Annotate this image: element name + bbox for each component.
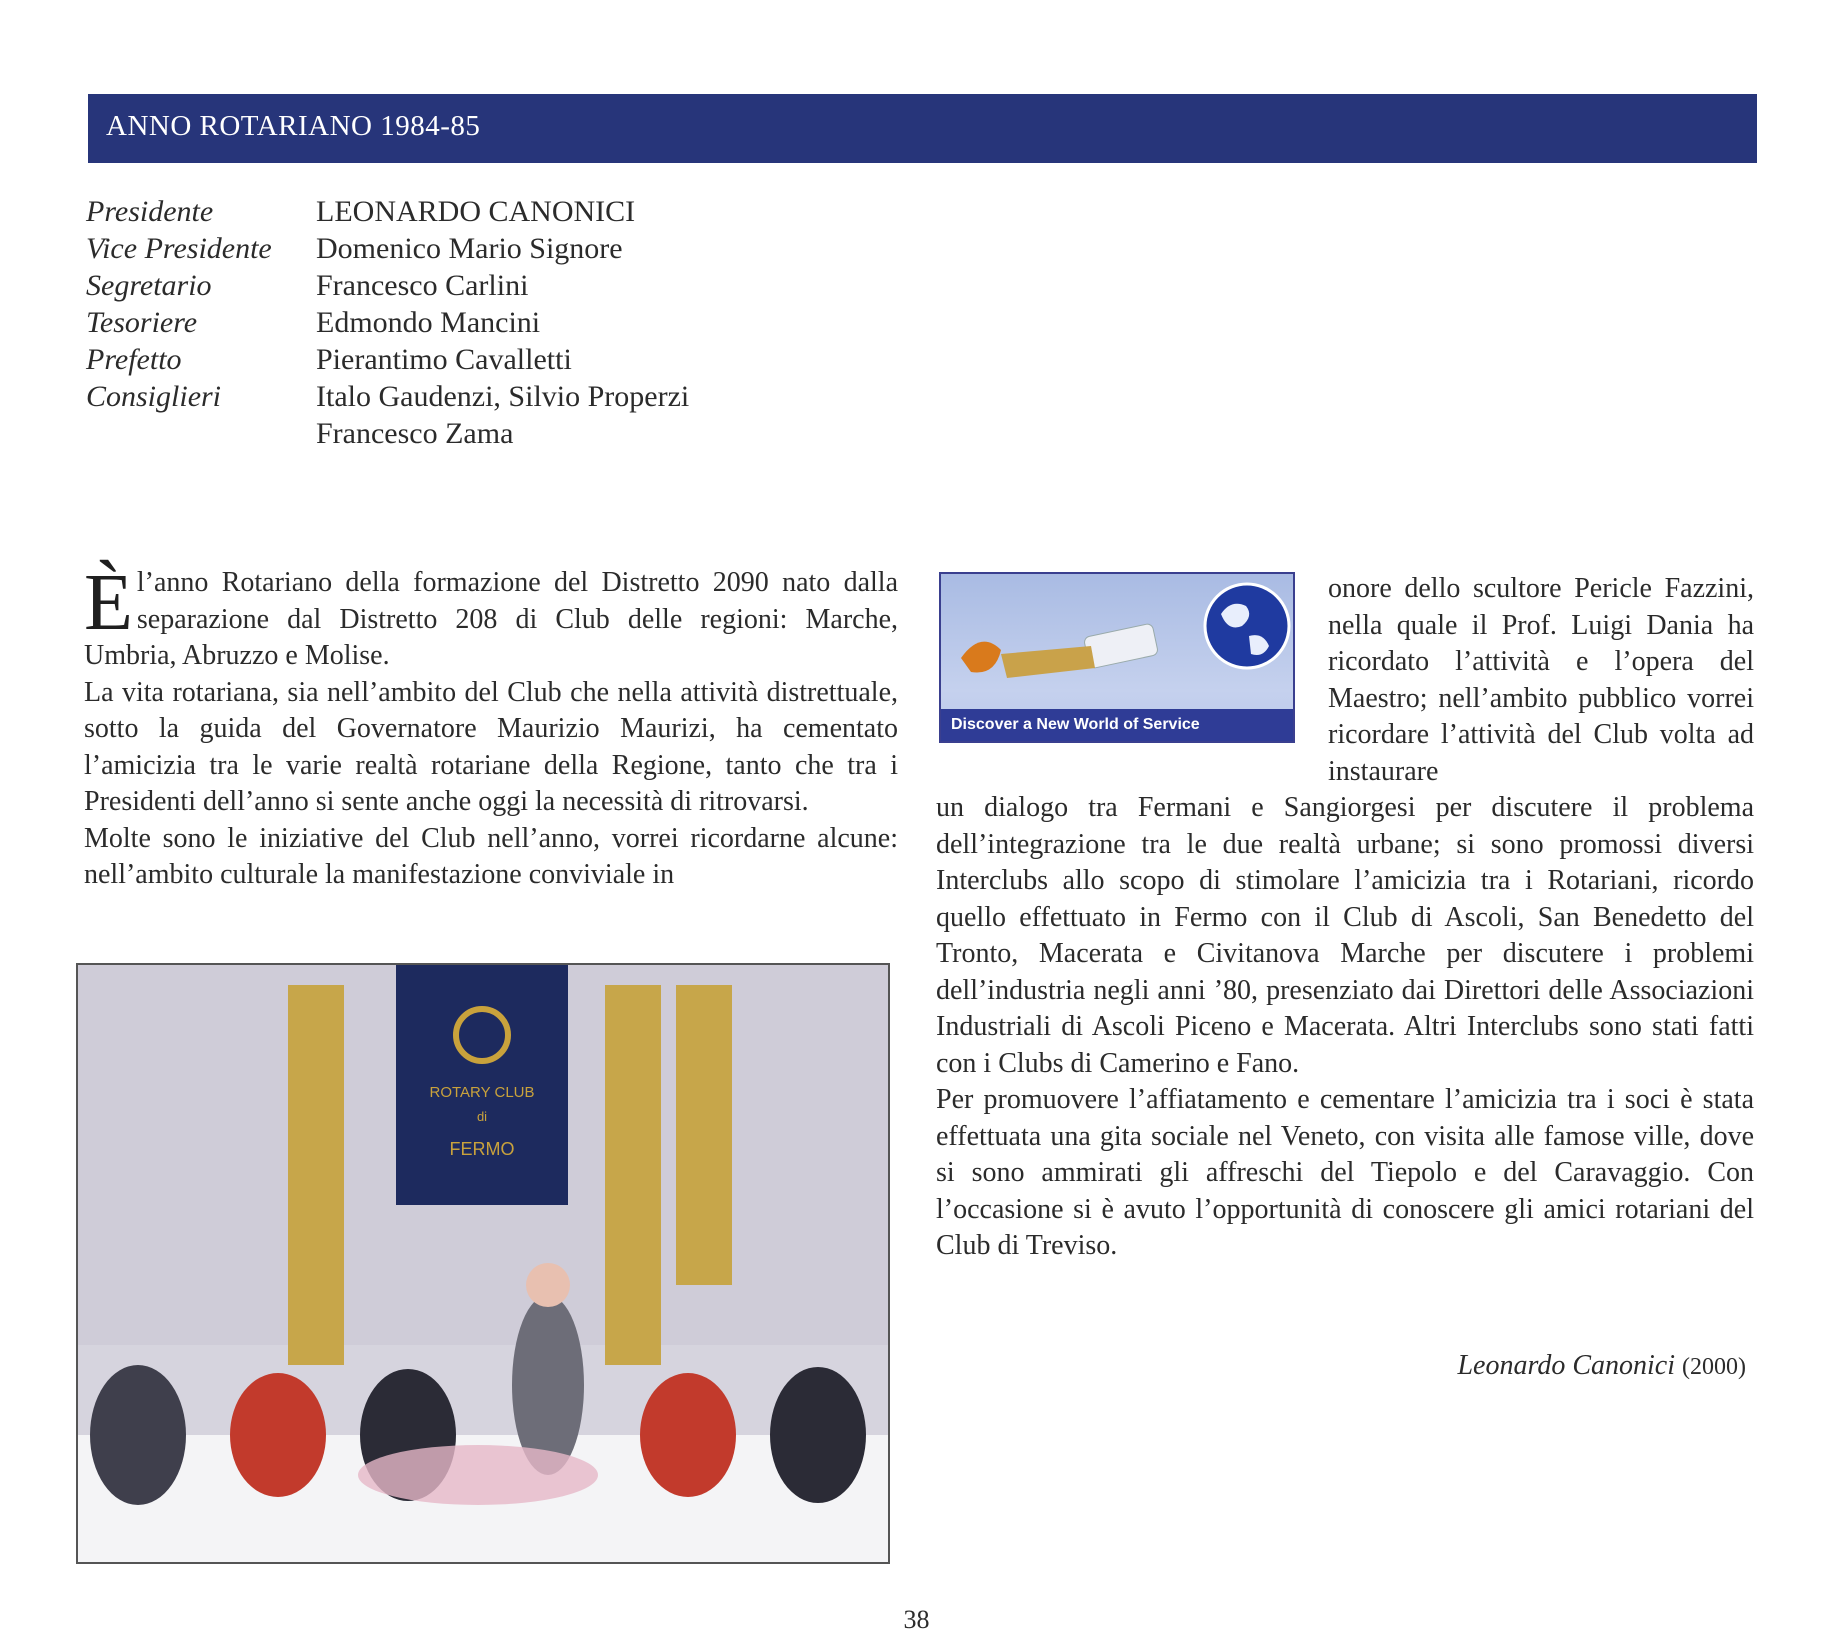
article-right-wrap-text: onore dello scultore Pericle Fazzini, nella quale il Prof. Luigi Dania ha ricordato l’attività e l’opera del Maestro; nell’ambito pubblico vorrei ricordare l’attività del Club volta ad instaurare: [1328, 573, 1754, 787]
officer-row: [86, 304, 689, 341]
officer-row: [86, 378, 689, 415]
promo-caption: Discover a New World of Service: [941, 709, 1293, 741]
photo-banner-line3: FERMO: [449, 1139, 515, 1159]
page-number: 38: [903, 1605, 930, 1634]
officer-role: Tesoriere: [86, 306, 198, 339]
photo-banner-line1: ROTARY CLUB: [429, 1084, 535, 1101]
officer-row: [86, 193, 689, 230]
officer-row: [86, 341, 689, 378]
officer-name: Italo Gaudenzi, Silvio Properzi: [316, 380, 690, 413]
officer-role: [86, 415, 316, 452]
article-paragraph: Per promuovere l’affiatamento e cementare l’amicizia tra i soci è stata effettuata una gita sociale nel Veneto, con visita alle famose ville, dove si sono ammirati gli affreschi del Tiepolo e del Caravaggio. Con l’occasione si è avuto l’opportunità di conoscere gli amici rotariani del Club di Treviso.: [936, 1084, 1754, 1261]
section-title: ANNO ROTARIANO 1984-85: [106, 110, 481, 142]
officer-name: Francesco Carlini: [316, 269, 529, 302]
article-paragraph: l’anno Rotariano della formazione del Distretto 2090 nato dalla separazione dal Distretto 208 di Club delle regioni: Marche, Umbria, Abruzzo e Molise.: [84, 567, 898, 671]
officer-row: [86, 267, 689, 304]
drop-cap: È: [84, 559, 133, 647]
officer-name: Edmondo Mancini: [316, 306, 541, 339]
rotary-theme-image: [939, 572, 1295, 743]
officer-role: Vice Presidente: [86, 232, 272, 265]
section-banner: [88, 94, 1757, 163]
photo-banner-line2: di: [476, 1109, 488, 1124]
event-photo: [76, 963, 890, 1564]
article-paragraph: un dialogo tra Fermani e Sangiorgesi per discutere il problema dell’integrazione tra le due realtà urbane; si sono promossi diversi Interclubs allo scopo di stimolare l’amicizia tra i Rotariani, ricordo quello effettuato in Fermo con il Club di Ascoli, San Benedetto del Tronto, Macerata e Civitanova Marche per discutere i problemi dell’industria negli anni ’80, presenziato dai Direttori delle Associazioni Industriali di Ascoli Piceno e Macerata. Altri Interclubs sono stati fatti con i Clubs di Camerino e Fano.: [936, 792, 1754, 1079]
article-paragraph: La vita rotariana, sia nell’ambito del Club che nella attività distrettuale, sotto la guida del Governatore Maurizio Maurizi, ha cementato l’amicizia tra le varie realtà rotariane della Regione, tanto che tra i Presidenti dell’anno si sente anche oggi la necessità di ritrovarsi.: [84, 676, 898, 817]
event-photo-illustration: [78, 965, 888, 1562]
author-signature: [1430, 1348, 1746, 1385]
officer-role: Segretario: [86, 269, 212, 302]
officer-role: Consiglieri: [86, 380, 222, 413]
officer-name: Pierantimo Cavalletti: [316, 343, 572, 376]
officers-list: [86, 193, 689, 452]
officer-row: [86, 415, 689, 452]
article-paragraph: Molte sono le iniziative del Club nell’anno, vorrei ricordarne alcune: nell’ambito culturale la manifestazione conviviale in: [84, 822, 898, 890]
officer-role: Presidente: [86, 195, 214, 228]
signature-name: Leonardo Canonici: [1457, 1350, 1676, 1381]
officer-row: [86, 230, 689, 267]
officer-role: Prefetto: [86, 343, 182, 376]
officer-name: LEONARDO CANONICI: [316, 195, 636, 228]
article-right-column: [936, 790, 1754, 1265]
globe-illustration: [941, 574, 1295, 714]
article-left-column: [84, 559, 898, 894]
officer-name: Francesco Zama: [316, 417, 514, 450]
signature-year: (2000): [1682, 1354, 1746, 1380]
officer-name: Domenico Mario Signore: [316, 232, 623, 265]
